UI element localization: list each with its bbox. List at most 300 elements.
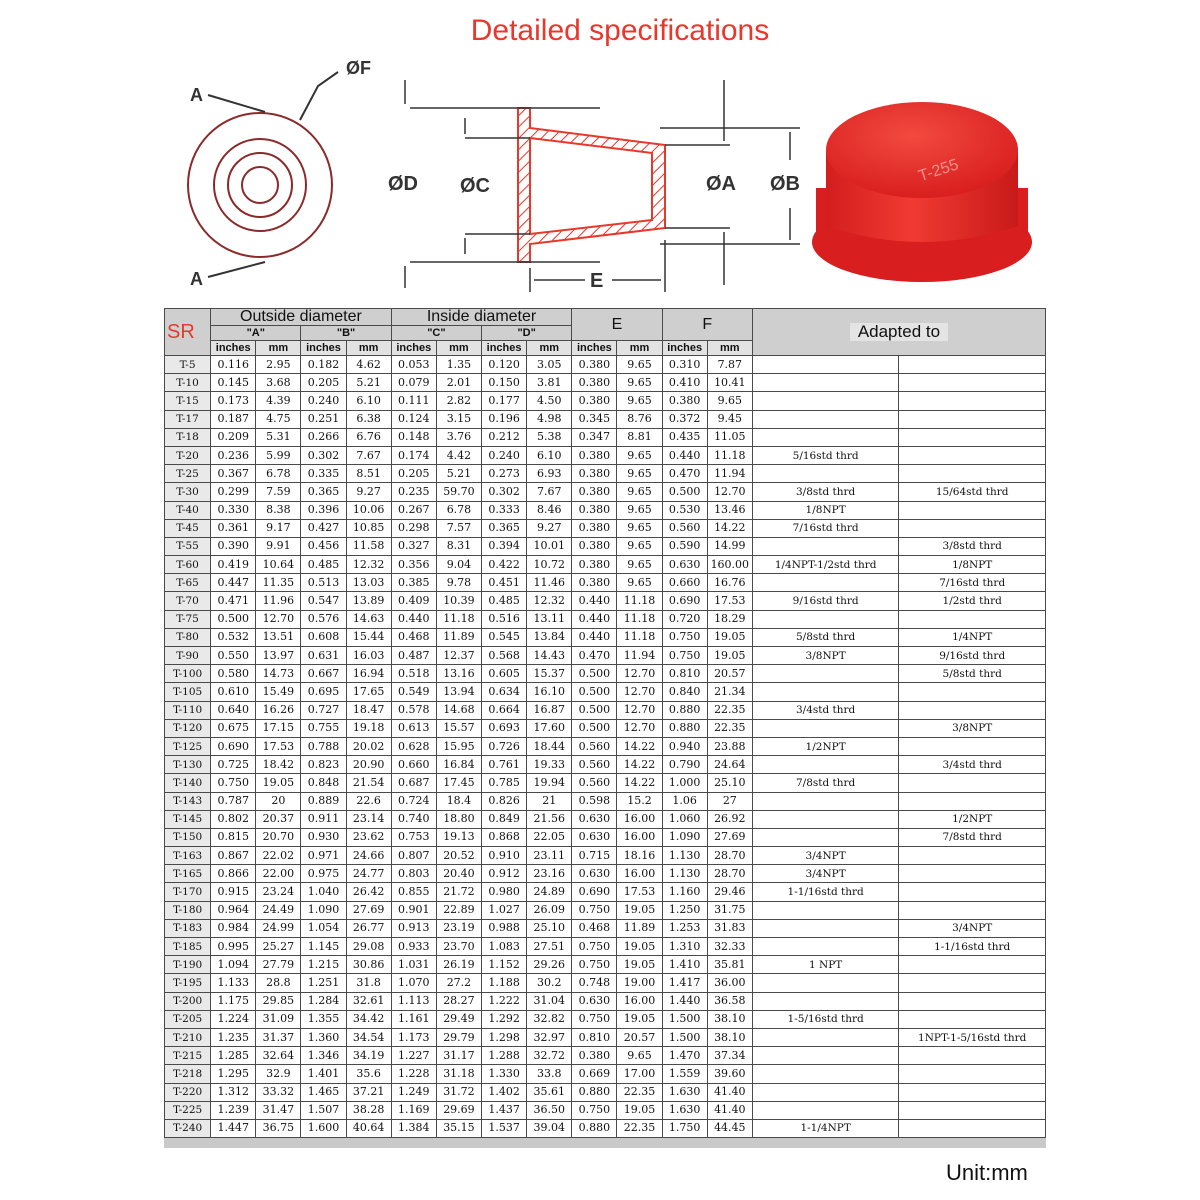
dimension-cell: 8.76 xyxy=(617,410,662,428)
adapted-to-cell xyxy=(752,374,898,392)
dimension-cell: 25.27 xyxy=(256,938,301,956)
dimension-cell: 37.21 xyxy=(346,1083,391,1101)
dimension-cell: 1.600 xyxy=(301,1119,346,1137)
dimension-cell: 0.394 xyxy=(482,537,527,555)
dimension-cell: 0.930 xyxy=(301,828,346,846)
dimension-cell: 31.37 xyxy=(256,1028,301,1046)
dimension-cell: 0.664 xyxy=(482,701,527,719)
adapted-to-cell: 3/8std thrd xyxy=(752,483,898,501)
dimension-cell: 28.8 xyxy=(256,974,301,992)
adapted-to-cell: 1-1/4NPT xyxy=(752,1119,898,1137)
dimension-cell: 0.725 xyxy=(211,756,256,774)
dimension-cell: 0.750 xyxy=(211,774,256,792)
dimension-cell: 0.669 xyxy=(572,1065,617,1083)
table-row xyxy=(165,628,1046,646)
dimension-cell: 36.50 xyxy=(527,1101,572,1119)
dimension-cell: 1.447 xyxy=(211,1119,256,1137)
dimension-cell: 21.34 xyxy=(707,683,752,701)
model-cell: T-120 xyxy=(165,719,211,737)
dimension-cell: 18.47 xyxy=(346,701,391,719)
adapted-to-cell xyxy=(899,774,1046,792)
dimension-cell: 0.912 xyxy=(482,865,527,883)
dimension-cell: 4.75 xyxy=(256,410,301,428)
dimension-cell: 0.409 xyxy=(391,592,436,610)
dimension-cell: 9.27 xyxy=(527,519,572,537)
dimension-cell: 0.750 xyxy=(572,1101,617,1119)
dimension-cell: 7.87 xyxy=(707,356,752,374)
dimension-cell: 28.70 xyxy=(707,847,752,865)
dimension-cell: 0.667 xyxy=(301,665,346,683)
dimension-cell: 0.690 xyxy=(662,592,707,610)
dimension-cell: 20 xyxy=(256,792,301,810)
dimension-cell: 19.05 xyxy=(617,938,662,956)
dimension-cell: 0.302 xyxy=(301,446,346,464)
dimension-cell: 31.09 xyxy=(256,1010,301,1028)
dimension-cell: 11.18 xyxy=(617,592,662,610)
dimension-cell: 1.330 xyxy=(482,1065,527,1083)
adapted-to-label: Adapted to xyxy=(850,323,948,341)
dimension-cell: 11.94 xyxy=(707,465,752,483)
dimension-cell: 1.130 xyxy=(662,865,707,883)
table-row xyxy=(165,883,1046,901)
model-cell: T-10 xyxy=(165,374,211,392)
dimension-cell: 0.787 xyxy=(211,792,256,810)
specification-table xyxy=(164,308,1046,1138)
dimension-cell: 0.640 xyxy=(211,701,256,719)
dimension-cell: 1.060 xyxy=(662,810,707,828)
dimension-cell: 18.80 xyxy=(436,810,481,828)
dimension-cell: 0.267 xyxy=(391,501,436,519)
dimension-cell: 0.675 xyxy=(211,719,256,737)
adapted-to-cell: 3/4NPT xyxy=(752,865,898,883)
dimension-cell: 29.49 xyxy=(436,1010,481,1028)
dimension-cell: 5.21 xyxy=(346,374,391,392)
dimension-cell: 17.00 xyxy=(617,1065,662,1083)
dimension-cell: 19.05 xyxy=(617,1010,662,1028)
dimension-cell: 12.32 xyxy=(346,556,391,574)
dimension-cell: 0.333 xyxy=(482,501,527,519)
dimension-cell: 0.111 xyxy=(391,392,436,410)
dimension-cell: 1.090 xyxy=(662,828,707,846)
dimension-cell: 8.38 xyxy=(256,501,301,519)
adapted-to-cell: 3/4std thrd xyxy=(752,701,898,719)
dimension-cell: 5.31 xyxy=(256,428,301,446)
dimension-cell: 0.298 xyxy=(391,519,436,537)
dimension-cell: 9.78 xyxy=(436,574,481,592)
dimension-cell: 12.70 xyxy=(707,483,752,501)
dimension-cell: 0.549 xyxy=(391,683,436,701)
adapted-to-cell: 3/4NPT xyxy=(752,847,898,865)
dimension-cell: 0.335 xyxy=(301,465,346,483)
dimension-cell: 0.631 xyxy=(301,647,346,665)
adapted-to-cell xyxy=(899,701,1046,719)
dimension-cell: 17.60 xyxy=(527,719,572,737)
dimension-cell: 0.880 xyxy=(572,1083,617,1101)
dimension-cell: 35.61 xyxy=(527,1083,572,1101)
dimension-cell: 30.2 xyxy=(527,974,572,992)
table-row xyxy=(165,1083,1046,1101)
model-cell: T-225 xyxy=(165,1101,211,1119)
dimension-cell: 17.53 xyxy=(256,737,301,755)
dimension-cell: 1.507 xyxy=(301,1101,346,1119)
model-cell: T-145 xyxy=(165,810,211,828)
table-row xyxy=(165,410,1046,428)
dimension-cell: 11.58 xyxy=(346,537,391,555)
adapted-to-cell: 1/8NPT xyxy=(752,501,898,519)
dimension-cell: 8.31 xyxy=(436,537,481,555)
dimension-cell: 36.58 xyxy=(707,992,752,1010)
dimension-cell: 0.236 xyxy=(211,446,256,464)
dimension-cell: 1.500 xyxy=(662,1028,707,1046)
dimension-cell: 1.152 xyxy=(482,956,527,974)
dimension-cell: 16.10 xyxy=(527,683,572,701)
dimension-cell: 0.750 xyxy=(662,647,707,665)
dimension-cell: 4.42 xyxy=(436,446,481,464)
model-cell: T-165 xyxy=(165,865,211,883)
dimension-cell: 1.500 xyxy=(662,1010,707,1028)
dimension-cell: 0.516 xyxy=(482,610,527,628)
dimension-cell: 0.849 xyxy=(482,810,527,828)
dimension-cell: 0.427 xyxy=(301,519,346,537)
dimension-cell: 0.715 xyxy=(572,847,617,865)
dimension-cell: 14.22 xyxy=(617,756,662,774)
dimension-cell: 1.133 xyxy=(211,974,256,992)
dimension-cell: 21.72 xyxy=(436,883,481,901)
dimension-cell: 11.89 xyxy=(436,628,481,646)
dimension-cell: 59.70 xyxy=(436,483,481,501)
dimension-cell: 15.49 xyxy=(256,683,301,701)
dimension-cell: 34.42 xyxy=(346,1010,391,1028)
dimension-cell: 22.89 xyxy=(436,901,481,919)
dimension-cell: 0.447 xyxy=(211,574,256,592)
adapted-to-cell: 1/4NPT-1/2std thrd xyxy=(752,556,898,574)
dimension-cell: 0.500 xyxy=(572,683,617,701)
dimension-cell: 0.380 xyxy=(572,556,617,574)
dimension-cell: 22.00 xyxy=(256,865,301,883)
dimension-cell: 1.312 xyxy=(211,1083,256,1101)
dimension-cell: 20.52 xyxy=(436,847,481,865)
label-c: ØC xyxy=(460,175,490,197)
dimension-cell: 8.81 xyxy=(617,428,662,446)
dimension-cell: 0.385 xyxy=(391,574,436,592)
dimension-cell: 0.212 xyxy=(482,428,527,446)
dimension-cell: 24.77 xyxy=(346,865,391,883)
adapted-to-cell xyxy=(899,465,1046,483)
table-row xyxy=(165,374,1046,392)
model-cell: T-180 xyxy=(165,901,211,919)
model-cell: T-190 xyxy=(165,956,211,974)
dimension-cell: 35.15 xyxy=(436,1119,481,1137)
adapted-to-cell xyxy=(752,356,898,374)
dimension-cell: 13.16 xyxy=(436,665,481,683)
dimension-cell: 32.82 xyxy=(527,1010,572,1028)
dimension-cell: 13.51 xyxy=(256,628,301,646)
dimension-cell: 0.500 xyxy=(572,665,617,683)
model-cell: T-125 xyxy=(165,737,211,755)
unit-header-cell: mm xyxy=(527,341,572,356)
dimension-cell: 0.532 xyxy=(211,628,256,646)
adapted-to-cell: 3/4std thrd xyxy=(899,756,1046,774)
dimension-cell: 21 xyxy=(527,792,572,810)
table-row xyxy=(165,1101,1046,1119)
adapted-to-cell xyxy=(752,974,898,992)
model-cell: T-25 xyxy=(165,465,211,483)
adapted-to-cell xyxy=(899,446,1046,464)
dimension-cell: 16.00 xyxy=(617,865,662,883)
dimension-cell: 9.04 xyxy=(436,556,481,574)
dimension-cell: 1.094 xyxy=(211,956,256,974)
dimension-cell: 0.545 xyxy=(482,628,527,646)
adapted-to-cell xyxy=(752,901,898,919)
dimension-cell: 6.78 xyxy=(436,501,481,519)
adapted-to-cell xyxy=(752,428,898,446)
model-cell: T-80 xyxy=(165,628,211,646)
dimension-cell: 9.65 xyxy=(617,465,662,483)
dimension-cell: 29.08 xyxy=(346,938,391,956)
table-row xyxy=(165,810,1046,828)
adapted-to-cell: 5/16std thrd xyxy=(752,446,898,464)
adapted-to-cell xyxy=(752,683,898,701)
adapted-to-cell xyxy=(899,356,1046,374)
dimension-cell: 3.15 xyxy=(436,410,481,428)
sub-header-d: "D" xyxy=(482,326,572,341)
dimension-cell: 15.2 xyxy=(617,792,662,810)
dimension-cell: 36.75 xyxy=(256,1119,301,1137)
dimension-cell: 1.384 xyxy=(391,1119,436,1137)
dimension-cell: 9.65 xyxy=(707,392,752,410)
dimension-cell: 31.18 xyxy=(436,1065,481,1083)
dimension-cell: 29.85 xyxy=(256,992,301,1010)
dimension-cell: 2.82 xyxy=(436,392,481,410)
dimension-cell: 9.65 xyxy=(617,374,662,392)
dimension-cell: 21.54 xyxy=(346,774,391,792)
dimension-cell: 17.15 xyxy=(256,719,301,737)
dimension-cell: 16.94 xyxy=(346,665,391,683)
dimension-cell: 41.40 xyxy=(707,1101,752,1119)
table-row xyxy=(165,610,1046,628)
dimension-cell: 0.840 xyxy=(662,683,707,701)
sub-header-a: "A" xyxy=(211,326,301,341)
dimension-cell: 1.175 xyxy=(211,992,256,1010)
table-row xyxy=(165,392,1046,410)
dimension-cell: 38.10 xyxy=(707,1010,752,1028)
unit-header-cell: mm xyxy=(707,341,752,356)
table-row xyxy=(165,665,1046,683)
dimension-cell: 20.37 xyxy=(256,810,301,828)
model-cell: T-55 xyxy=(165,537,211,555)
model-cell: T-215 xyxy=(165,1047,211,1065)
dimension-cell: 1.228 xyxy=(391,1065,436,1083)
dimension-cell: 29.26 xyxy=(527,956,572,974)
dimension-cell: 1.027 xyxy=(482,901,527,919)
dimension-cell: 11.46 xyxy=(527,574,572,592)
dimension-cell: 23.88 xyxy=(707,737,752,755)
dimension-cell: 0.440 xyxy=(572,628,617,646)
dimension-cell: 6.76 xyxy=(346,428,391,446)
dimension-cell: 19.05 xyxy=(707,628,752,646)
adapted-to-cell xyxy=(899,1119,1046,1137)
adapted-to-cell: 9/16std thrd xyxy=(899,647,1046,665)
table-row xyxy=(165,428,1046,446)
dimension-cell: 0.988 xyxy=(482,919,527,937)
adapted-to-cell: 1-5/16std thrd xyxy=(752,1010,898,1028)
table-row xyxy=(165,537,1046,555)
dimension-cell: 0.605 xyxy=(482,665,527,683)
dimension-cell: 39.04 xyxy=(527,1119,572,1137)
adapted-to-cell xyxy=(899,1010,1046,1028)
dimension-cell: 18.44 xyxy=(527,737,572,755)
dimension-cell: 22.6 xyxy=(346,792,391,810)
dimension-cell: 0.687 xyxy=(391,774,436,792)
dimension-cell: 16.00 xyxy=(617,828,662,846)
adapted-to-cell xyxy=(899,956,1046,974)
dimension-cell: 16.00 xyxy=(617,810,662,828)
adapted-to-header xyxy=(752,309,1045,356)
dimension-cell: 20.90 xyxy=(346,756,391,774)
dimension-cell: 9.65 xyxy=(617,537,662,555)
unit-header-cell: inches xyxy=(211,341,256,356)
table-row xyxy=(165,1028,1046,1046)
dimension-cell: 1.250 xyxy=(662,901,707,919)
dimension-cell: 0.995 xyxy=(211,938,256,956)
dimension-cell: 10.41 xyxy=(707,374,752,392)
dimension-cell: 0.440 xyxy=(572,610,617,628)
dimension-cell: 0.485 xyxy=(301,556,346,574)
dimension-cell: 24.89 xyxy=(527,883,572,901)
adapted-to-cell xyxy=(752,792,898,810)
dimension-cell: 7.59 xyxy=(256,483,301,501)
dimension-cell: 0.273 xyxy=(482,465,527,483)
adapted-to-cell: 5/8std thrd xyxy=(899,665,1046,683)
model-cell: T-143 xyxy=(165,792,211,810)
dimension-cell: 1.298 xyxy=(482,1028,527,1046)
dimension-cell: 9.65 xyxy=(617,519,662,537)
dimension-cell: 1.227 xyxy=(391,1047,436,1065)
dimension-cell: 0.560 xyxy=(572,737,617,755)
dimension-cell: 1.402 xyxy=(482,1083,527,1101)
dimension-cell: 0.470 xyxy=(572,647,617,665)
table-row xyxy=(165,519,1046,537)
dimension-cell: 0.560 xyxy=(572,756,617,774)
dimension-cell: 14.63 xyxy=(346,610,391,628)
dimension-cell: 4.98 xyxy=(527,410,572,428)
dimension-cell: 15.37 xyxy=(527,665,572,683)
dimension-cell: 22.35 xyxy=(707,719,752,737)
model-cell: T-210 xyxy=(165,1028,211,1046)
dimension-cell: 0.608 xyxy=(301,628,346,646)
dimension-cell: 12.70 xyxy=(617,701,662,719)
dimension-cell: 12.32 xyxy=(527,592,572,610)
dimension-cell: 0.964 xyxy=(211,901,256,919)
dimension-cell: 0.079 xyxy=(391,374,436,392)
table-row xyxy=(165,719,1046,737)
dimension-cell: 0.266 xyxy=(301,428,346,446)
dimension-cell: 0.174 xyxy=(391,446,436,464)
dimension-cell: 0.848 xyxy=(301,774,346,792)
dimension-cell: 24.66 xyxy=(346,847,391,865)
dimension-cell: 0.530 xyxy=(662,501,707,519)
dimension-cell: 12.37 xyxy=(436,647,481,665)
model-cell: T-70 xyxy=(165,592,211,610)
model-cell: T-45 xyxy=(165,519,211,537)
adapted-to-cell xyxy=(752,1101,898,1119)
adapted-to-cell: 7/16std thrd xyxy=(899,574,1046,592)
dimension-cell: 32.9 xyxy=(256,1065,301,1083)
dimension-cell: 1.161 xyxy=(391,1010,436,1028)
dimension-cell: 32.61 xyxy=(346,992,391,1010)
dimension-cell: 9.65 xyxy=(617,574,662,592)
dimension-cell: 27.69 xyxy=(346,901,391,919)
adapted-to-cell xyxy=(752,392,898,410)
adapted-to-cell xyxy=(752,537,898,555)
dimension-cell: 27.69 xyxy=(707,828,752,846)
adapted-to-cell xyxy=(899,737,1046,755)
adapted-to-cell xyxy=(899,1065,1046,1083)
dimension-cell: 16.76 xyxy=(707,574,752,592)
dimension-cell: 9.27 xyxy=(346,483,391,501)
dimension-cell: 3.81 xyxy=(527,374,572,392)
adapted-to-cell: 3/8std thrd xyxy=(899,537,1046,555)
dimension-cell: 5.99 xyxy=(256,446,301,464)
label-d: ØD xyxy=(388,173,418,195)
dimension-cell: 1.465 xyxy=(301,1083,346,1101)
unit-header-cell: inches xyxy=(572,341,617,356)
dimension-cell: 13.11 xyxy=(527,610,572,628)
dimension-cell: 0.727 xyxy=(301,701,346,719)
dimension-cell: 1.537 xyxy=(482,1119,527,1137)
label-f: ØF xyxy=(346,58,371,78)
dimension-cell: 34.19 xyxy=(346,1047,391,1065)
dimension-cell: 1.251 xyxy=(301,974,346,992)
dimension-cell: 11.18 xyxy=(707,446,752,464)
adapted-to-cell: 1/8NPT xyxy=(899,556,1046,574)
table-row xyxy=(165,501,1046,519)
dimension-cell: 23.14 xyxy=(346,810,391,828)
dimension-cell: 0.740 xyxy=(391,810,436,828)
dimension-cell: 1.145 xyxy=(301,938,346,956)
dimension-cell: 0.380 xyxy=(572,356,617,374)
dimension-cell: 0.422 xyxy=(482,556,527,574)
spec-table-container xyxy=(164,308,1046,1148)
dimension-cell: 0.435 xyxy=(662,428,707,446)
dimension-cell: 0.755 xyxy=(301,719,346,737)
dimension-cell: 23.70 xyxy=(436,938,481,956)
dimension-cell: 22.02 xyxy=(256,847,301,865)
adapted-to-cell xyxy=(752,1028,898,1046)
dimension-cell: 19.05 xyxy=(256,774,301,792)
dimension-cell: 23.11 xyxy=(527,847,572,865)
dimension-cell: 8.51 xyxy=(346,465,391,483)
dimension-cell: 0.380 xyxy=(572,465,617,483)
adapted-to-cell xyxy=(899,883,1046,901)
table-row xyxy=(165,828,1046,846)
unit-header-cell: inches xyxy=(482,341,527,356)
dimension-cell: 0.345 xyxy=(572,410,617,428)
dimension-cell: 6.10 xyxy=(346,392,391,410)
dimension-cell: 7.67 xyxy=(346,446,391,464)
dimension-cell: 11.18 xyxy=(617,628,662,646)
dimension-cell: 0.761 xyxy=(482,756,527,774)
dimension-cell: 29.69 xyxy=(436,1101,481,1119)
dimension-cell: 0.500 xyxy=(211,610,256,628)
dimension-cell: 0.580 xyxy=(211,665,256,683)
dimension-cell: 0.120 xyxy=(482,356,527,374)
dimension-cell: 20.70 xyxy=(256,828,301,846)
dimension-cell: 0.901 xyxy=(391,901,436,919)
dimension-cell: 0.468 xyxy=(572,919,617,937)
dimension-cell: 0.560 xyxy=(572,774,617,792)
dimension-cell: 1.000 xyxy=(662,774,707,792)
